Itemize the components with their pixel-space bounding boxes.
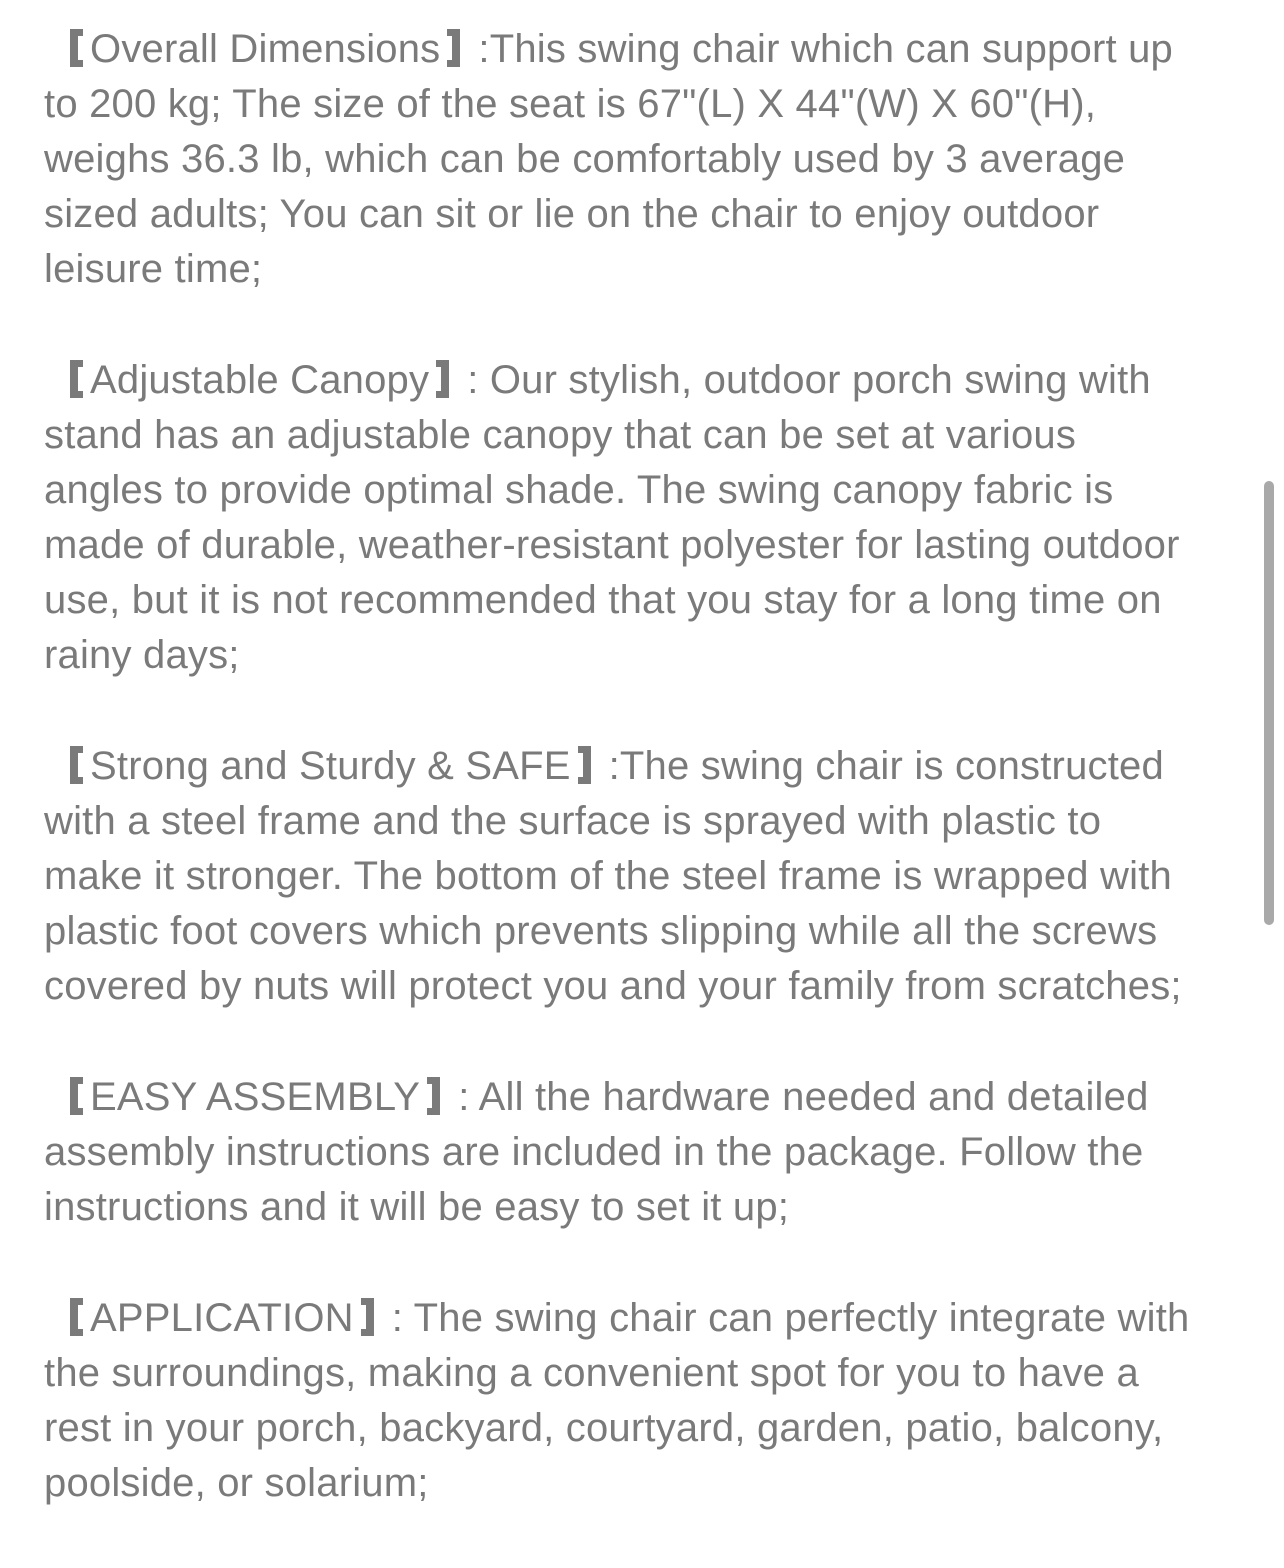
paragraph-heading: Overall Dimensions — [90, 27, 441, 71]
right-lenticular-bracket-icon — [447, 29, 460, 67]
paragraph-body: :This swing chair which can support up to 200 kg; The size of the seat is 67"(L) X 44"(W) X 60"(H), weighs 36.3 lb, which can be comfortably used by 3 average sized adults; You can sit or lie on the chair to enjoy outdoor leisure time; — [44, 27, 1173, 291]
right-lenticular-bracket-icon — [436, 360, 449, 398]
left-lenticular-bracket-icon — [70, 29, 83, 67]
paragraph-body: : All the hardware needed and detailed assembly instructions are included in the package. Follow the instructions and it will be easy to set it up; — [44, 1075, 1149, 1229]
paragraph-heading: Adjustable Canopy — [90, 358, 430, 402]
paragraph-heading: APPLICATION — [90, 1296, 354, 1340]
paragraph-body: : The swing chair can perfectly integrate with the surroundings, making a convenient spot for you to have a rest in your porch, backyard, courtyard, garden, patio, balcony, poolside, or solarium; — [44, 1296, 1190, 1505]
left-lenticular-bracket-icon — [70, 1298, 83, 1336]
description-paragraph-overall-dimensions — [44, 22, 1206, 297]
scrollbar-thumb[interactable] — [1264, 481, 1274, 925]
description-paragraph-application — [44, 1291, 1206, 1511]
paragraph-heading: EASY ASSEMBLY — [90, 1075, 421, 1119]
paragraph-heading: Strong and Sturdy & SAFE — [90, 744, 571, 788]
description-paragraph-strong-sturdy-safe — [44, 739, 1206, 1014]
description-paragraph-adjustable-canopy — [44, 353, 1206, 683]
right-lenticular-bracket-icon — [361, 1298, 374, 1336]
right-lenticular-bracket-icon — [578, 746, 591, 784]
left-lenticular-bracket-icon — [70, 746, 83, 784]
paragraph-body: :The swing chair is constructed with a steel frame and the surface is sprayed with plastic to make it stronger. The bottom of the steel frame is wrapped with plastic foot covers which prevents slipping while all the screws covered by nuts will protect you and your family from scratches; — [44, 744, 1182, 1008]
left-lenticular-bracket-icon — [70, 1077, 83, 1115]
left-lenticular-bracket-icon — [70, 360, 83, 398]
right-lenticular-bracket-icon — [427, 1077, 440, 1115]
paragraph-body: : Our stylish, outdoor porch swing with stand has an adjustable canopy that can be set at various angles to provide optimal shade. The swing canopy fabric is made of durable, weather-resistant polyester for lasting outdoor use, but it is not recommended that you stay for a long time on rainy days; — [44, 358, 1180, 677]
description-paragraph-easy-assembly — [44, 1070, 1206, 1235]
